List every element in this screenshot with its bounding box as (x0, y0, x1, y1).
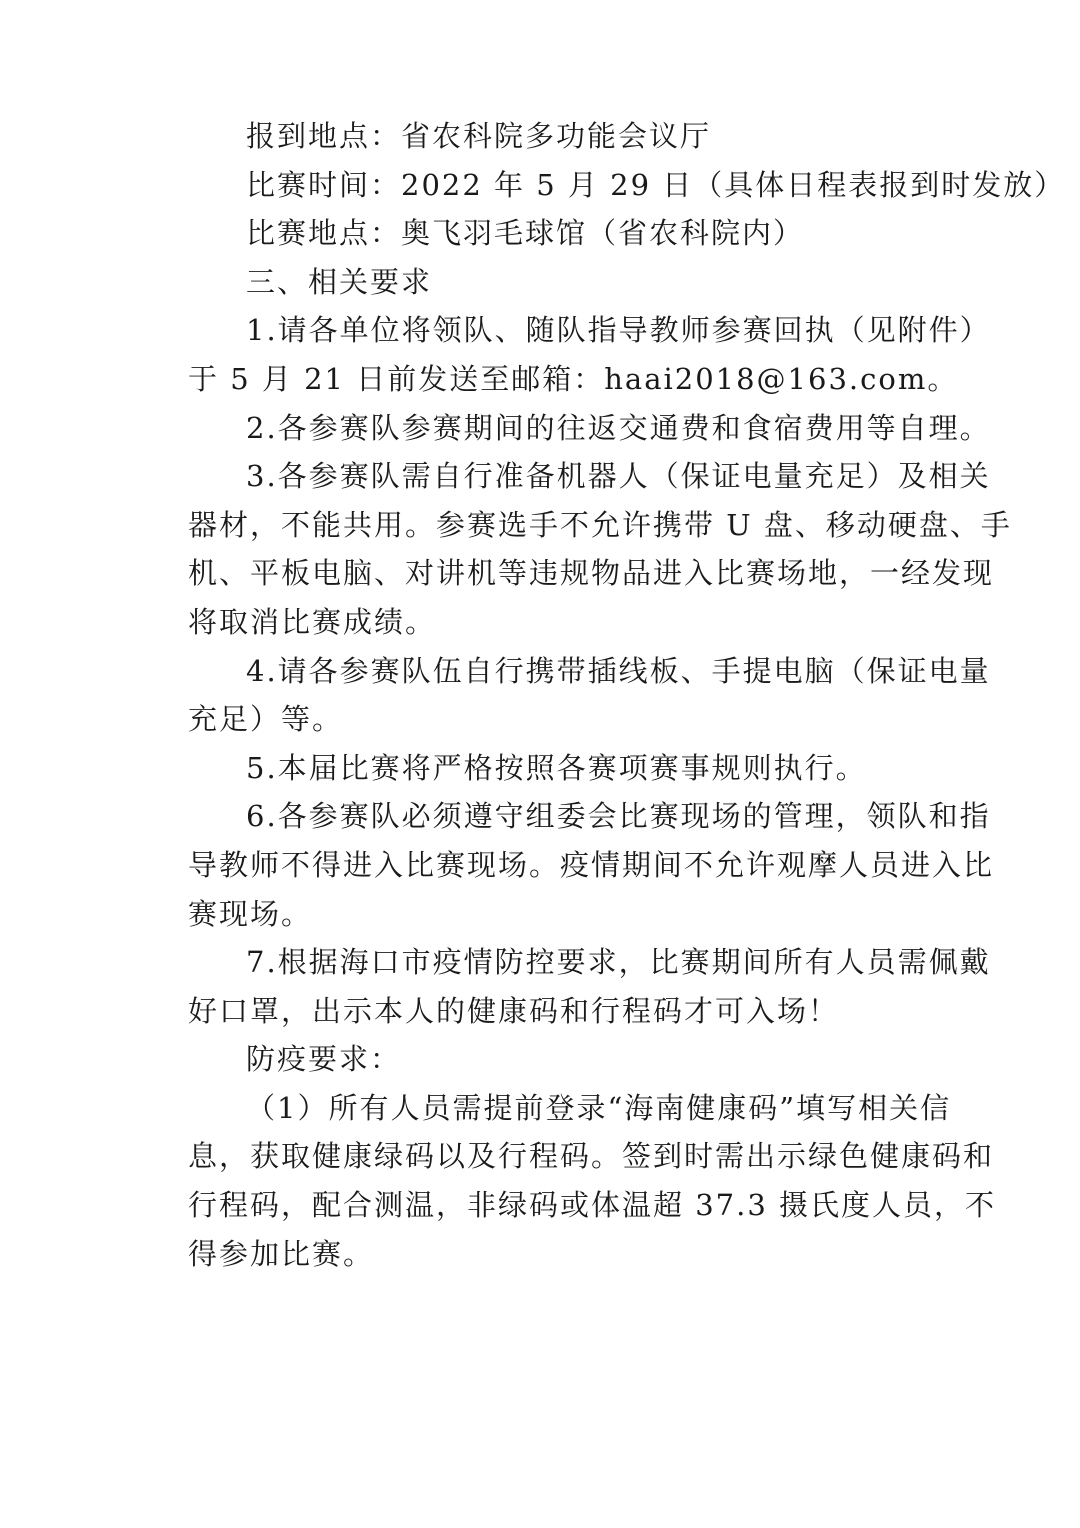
text-line: 息，获取健康绿码以及行程码。签到时需出示绿色健康码和 (188, 1139, 995, 1174)
text-line: 行程码，配合测温，非绿码或体温超 37.3 摄氏度人员，不 (188, 1188, 997, 1223)
text-line: 比赛时间：2022 年 5 月 29 日（具体日程表报到时发放） (246, 167, 1066, 202)
text-line: 2.各参赛队参赛期间的往返交通费和食宿费用等自理。 (246, 410, 991, 445)
text-line: 4.请各参赛队伍自行携带插线板、手提电脑（保证电量 (246, 653, 991, 688)
text-line: 比赛地点：奥飞羽毛球馆（省农科院内） (246, 216, 805, 251)
text-line: 于 5 月 21 日前发送至邮箱：haai2018@163.com。 (188, 361, 959, 396)
text-line: 将取消比赛成绩。 (188, 604, 437, 639)
text-line: 机、平板电脑、对讲机等违规物品进入比赛场地，一经发现 (188, 556, 995, 591)
document-body (188, 112, 1066, 1278)
text-line: 6.各参赛队必须遵守组委会比赛现场的管理，领队和指 (246, 799, 991, 834)
text-line: 充足）等。 (188, 702, 344, 737)
text-line: 5.本届比赛将严格按照各赛项赛事规则执行。 (246, 750, 867, 785)
text-line: 器材，不能共用。参赛选手不允许携带 U 盘、移动硬盘、手 (188, 507, 1012, 542)
text-line: 报到地点：省农科院多功能会议厅 (246, 119, 712, 153)
text-line: 3.各参赛队需自行准备机器人（保证电量充足）及相关 (246, 459, 991, 494)
text-line: 好口罩，出示本人的健康码和行程码才可入场！ (188, 993, 840, 1028)
text-line: 7.根据海口市疫情防控要求，比赛期间所有人员需佩戴 (246, 945, 991, 980)
text-line: 防疫要求： (246, 1042, 402, 1077)
text-line: 得参加比赛。 (188, 1236, 375, 1271)
text-line: 1.请各单位将领队、随队指导教师参赛回执（见附件） (246, 313, 991, 348)
section-heading: 三、相关要求 (246, 264, 433, 299)
text-line: 赛现场。 (188, 896, 313, 931)
text-line: 导教师不得进入比赛现场。疫情期间不允许观摩人员进入比 (188, 847, 995, 882)
text-line: （1）所有人员需提前登录“海南健康码”填写相关信 (246, 1090, 952, 1125)
